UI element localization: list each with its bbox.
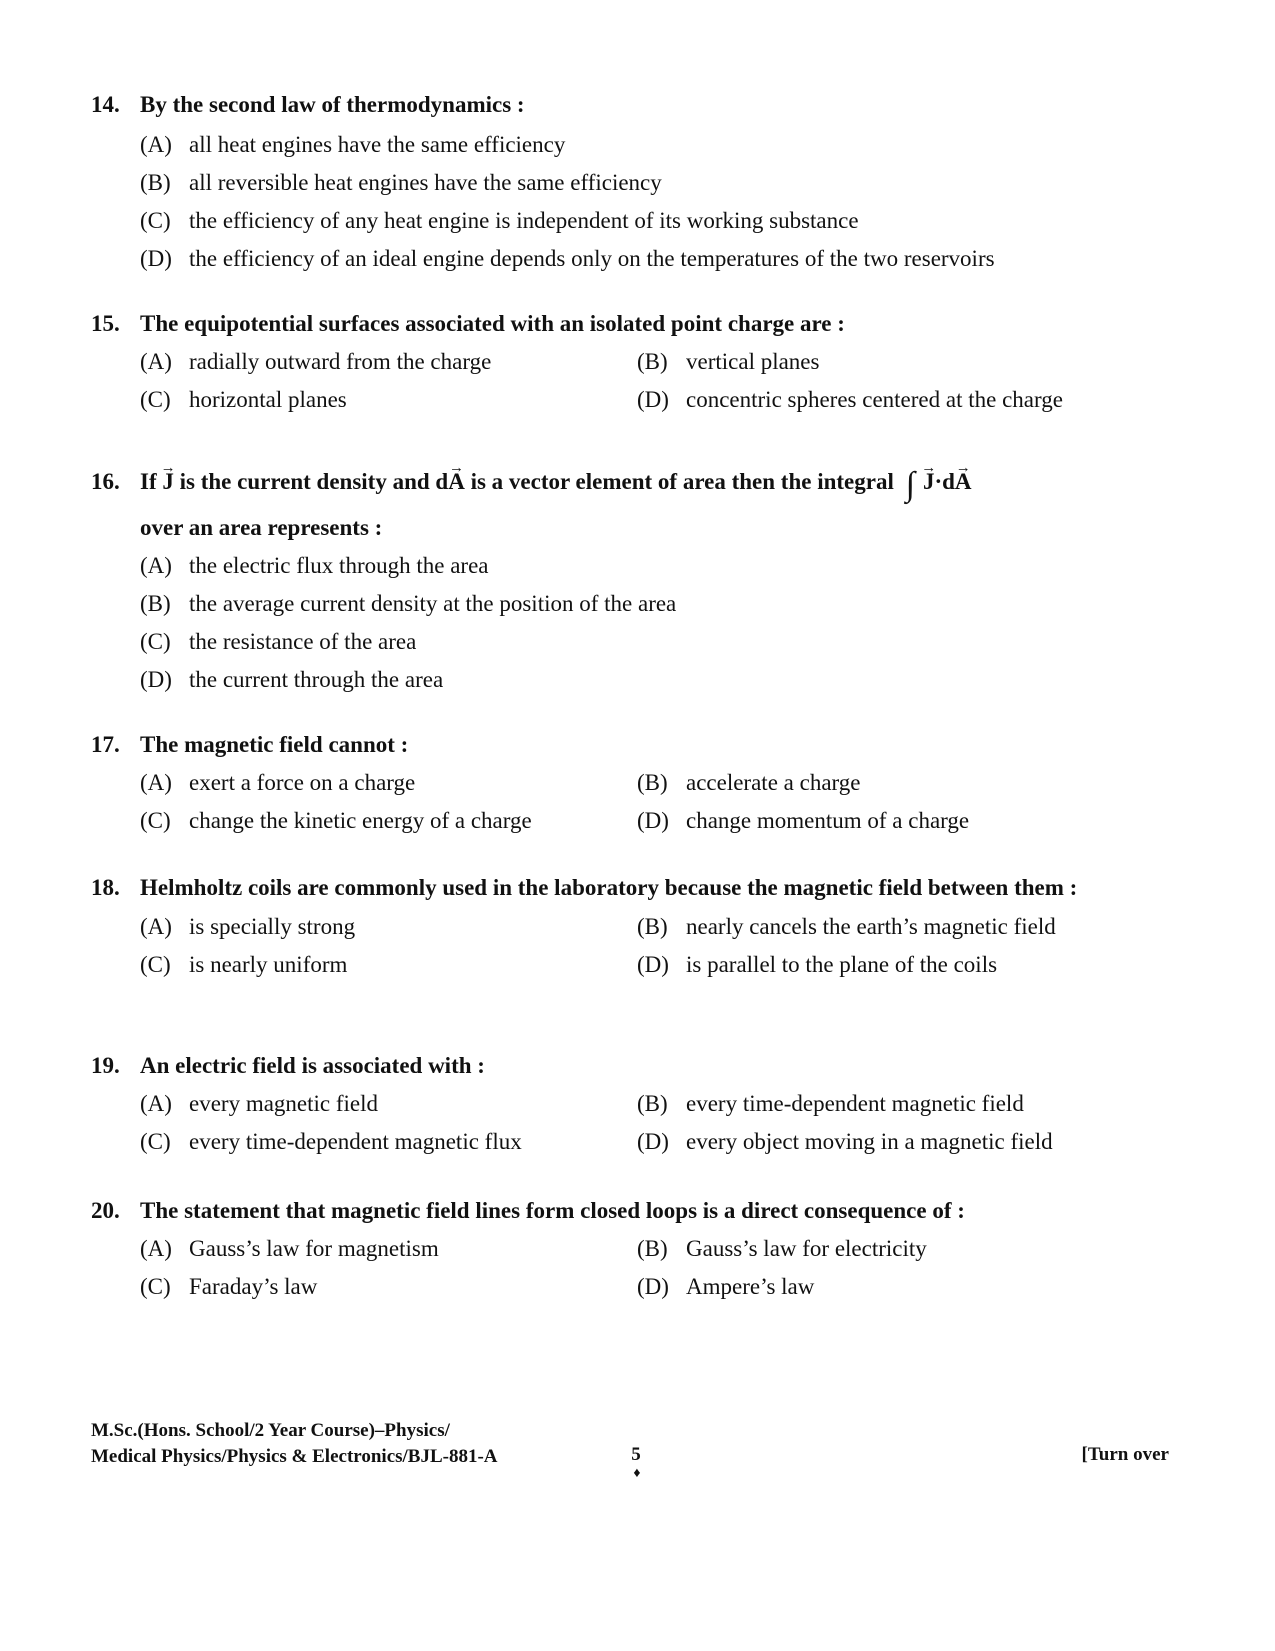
- integral-sign: ∫: [905, 466, 915, 503]
- option-d: [91, 661, 1191, 699]
- turn-over-label: [Turn over: [1081, 1444, 1169, 1465]
- option-text: the efficiency of an ideal engine depends only on the temperatures of the two reservoirs: [189, 246, 995, 271]
- option-label: (B): [637, 914, 668, 939]
- option-row: [91, 1268, 1191, 1306]
- option-text: is parallel to the plane of the coils: [686, 952, 998, 977]
- option-label: (D): [140, 246, 172, 271]
- question-number: 17.: [91, 732, 120, 757]
- option-a: [140, 1230, 637, 1268]
- question-number: 18.: [91, 875, 120, 900]
- question-text: By the second law of thermodynamics :: [140, 92, 525, 117]
- option-d: [637, 802, 1134, 840]
- option-row: [91, 343, 1191, 381]
- question-text: [140, 462, 1191, 505]
- question-text: The statement that magnetic field lines form closed loops is a direct consequence of :: [140, 1198, 965, 1223]
- option-b: [637, 908, 1134, 946]
- question-20: [91, 1194, 1191, 1306]
- option-text: change momentum of a charge: [686, 808, 970, 833]
- option-a: [140, 764, 637, 802]
- option-label: (D): [637, 387, 669, 412]
- option-a: [140, 1085, 637, 1123]
- option-label: (A): [140, 132, 172, 157]
- option-a: [140, 343, 637, 381]
- option-label: (C): [140, 387, 171, 412]
- option-label: (C): [140, 808, 171, 833]
- option-text: the current through the area: [189, 667, 444, 692]
- question-stem: [91, 872, 1191, 904]
- option-label: (C): [140, 208, 171, 233]
- option-label: (D): [637, 808, 669, 833]
- option-b: [637, 343, 1134, 381]
- option-label: (D): [637, 952, 669, 977]
- option-text: vertical planes: [686, 349, 820, 374]
- option-text: every time-dependent magnetic field: [686, 1091, 1024, 1116]
- question-number: 14.: [91, 92, 120, 117]
- question-text: An electric field is associated with :: [140, 1053, 485, 1078]
- option-text: Gauss’s law for magnetism: [189, 1236, 439, 1261]
- option-label: (B): [637, 1091, 668, 1116]
- stem-text: If: [140, 469, 157, 494]
- option-label: (A): [140, 349, 172, 374]
- option-b: [637, 1085, 1134, 1123]
- option-text: horizontal planes: [189, 387, 347, 412]
- option-label: (B): [140, 170, 171, 195]
- option-a: [140, 908, 637, 946]
- option-text: exert a force on a charge: [189, 770, 416, 795]
- stem-text: is the current density and: [179, 469, 430, 494]
- option-label: (B): [140, 591, 171, 616]
- option-row: [91, 764, 1191, 802]
- question-number: 16.: [91, 469, 120, 494]
- option-label: (C): [140, 952, 171, 977]
- option-row: [91, 1230, 1191, 1268]
- vector-j-symbol: → J: [923, 462, 935, 502]
- differential-d: d: [942, 469, 955, 494]
- option-c: [140, 381, 637, 419]
- question-stem: [91, 1194, 1191, 1228]
- option-row: [91, 946, 1191, 984]
- option-label: (A): [140, 770, 172, 795]
- differential-d: d: [435, 469, 449, 494]
- option-label: (C): [140, 1129, 171, 1154]
- stem-text: over an area represents :: [140, 515, 383, 540]
- option-b: [91, 164, 1191, 202]
- option-text: the electric flux through the area: [189, 553, 489, 578]
- option-row: [91, 802, 1191, 840]
- option-text: radially outward from the charge: [189, 349, 492, 374]
- option-label: (C): [140, 1274, 171, 1299]
- option-text: is nearly uniform: [189, 952, 348, 977]
- question-text: Helmholtz coils are commonly used in the laboratory because the magnetic field between them :: [140, 875, 1078, 900]
- stem-text: is a vector element of area then the integral: [470, 469, 894, 494]
- question-stem: [91, 88, 1191, 122]
- option-text: the resistance of the area: [189, 629, 417, 654]
- option-text: change the kinetic energy of a charge: [189, 808, 532, 833]
- option-label: (A): [140, 1091, 172, 1116]
- option-a: [91, 547, 1191, 585]
- vector-da-symbol: [435, 469, 464, 494]
- option-label: (C): [140, 629, 171, 654]
- question-stem: [91, 307, 1191, 341]
- option-text: Ampere’s law: [686, 1274, 815, 1299]
- option-text: accelerate a charge: [686, 770, 861, 795]
- option-text: Gauss’s law for electricity: [686, 1236, 927, 1261]
- option-text: every time-dependent magnetic flux: [189, 1129, 522, 1154]
- option-label: (B): [637, 349, 668, 374]
- question-14: [91, 88, 1191, 278]
- option-text: the efficiency of any heat engine is independent of its working substance: [189, 208, 859, 233]
- option-c: [140, 1123, 637, 1161]
- question-number: 20.: [91, 1198, 120, 1223]
- option-c: [91, 202, 1191, 240]
- option-d: [637, 1268, 1134, 1306]
- question-stem: [91, 728, 1191, 762]
- question-19: [91, 1049, 1191, 1161]
- option-label: (A): [140, 914, 172, 939]
- option-label: (D): [637, 1129, 669, 1154]
- option-label: (B): [637, 770, 668, 795]
- question-17: [91, 728, 1191, 840]
- question-16: [91, 462, 1191, 699]
- option-row: [91, 1123, 1191, 1161]
- option-text: the average current density at the position of the area: [189, 591, 677, 616]
- option-d: [637, 381, 1134, 419]
- option-d: [637, 1123, 1134, 1161]
- option-row: [91, 381, 1191, 419]
- option-text: all reversible heat engines have the same efficiency: [189, 170, 662, 195]
- vector-j-symbol: → J: [162, 462, 174, 502]
- option-label: (D): [637, 1274, 669, 1299]
- option-c: [140, 802, 637, 840]
- option-c: [91, 623, 1191, 661]
- dot-operator: ·: [934, 469, 943, 494]
- vector-a: → A: [955, 462, 972, 502]
- option-a: [91, 126, 1191, 164]
- option-text: Faraday’s law: [189, 1274, 318, 1299]
- option-row: [91, 908, 1191, 946]
- option-c: [140, 1268, 637, 1306]
- option-c: [140, 946, 637, 984]
- question-stem: [91, 1049, 1191, 1083]
- question-stem-continued: [91, 511, 1191, 545]
- option-text: all heat engines have the same efficiency: [189, 132, 566, 157]
- question-number: 15.: [91, 311, 120, 336]
- question-15: [91, 307, 1191, 419]
- option-b: [91, 585, 1191, 623]
- page-number: 5: [631, 1444, 641, 1465]
- question-number: 19.: [91, 1053, 120, 1078]
- option-text: is specially strong: [189, 914, 356, 939]
- option-text: nearly cancels the earth’s magnetic field: [686, 914, 1056, 939]
- footer-course-line-1: M.Sc.(Hons. School/2 Year Course)–Physics/: [91, 1420, 450, 1441]
- option-label: (D): [140, 667, 172, 692]
- option-label: (A): [140, 553, 172, 578]
- vector-a: → A: [448, 462, 465, 502]
- option-d: [91, 240, 1191, 278]
- diamond-icon: ♦: [633, 1466, 641, 1481]
- question-18: [91, 872, 1191, 984]
- option-text: concentric spheres centered at the charge: [686, 387, 1063, 412]
- option-d: [637, 946, 1134, 984]
- question-stem: [91, 462, 1191, 505]
- question-text: The equipotential surfaces associated with an isolated point charge are :: [140, 311, 845, 336]
- option-row: [91, 1085, 1191, 1123]
- option-text: every object moving in a magnetic field: [686, 1129, 1053, 1154]
- option-b: [637, 1230, 1134, 1268]
- question-text: The magnetic field cannot :: [140, 732, 409, 757]
- option-b: [637, 764, 1134, 802]
- footer-course-line-2: Medical Physics/Physics & Electronics/BJL-881-A: [91, 1446, 498, 1467]
- option-text: every magnetic field: [189, 1091, 379, 1116]
- option-label: (B): [637, 1236, 668, 1261]
- option-label: (A): [140, 1236, 172, 1261]
